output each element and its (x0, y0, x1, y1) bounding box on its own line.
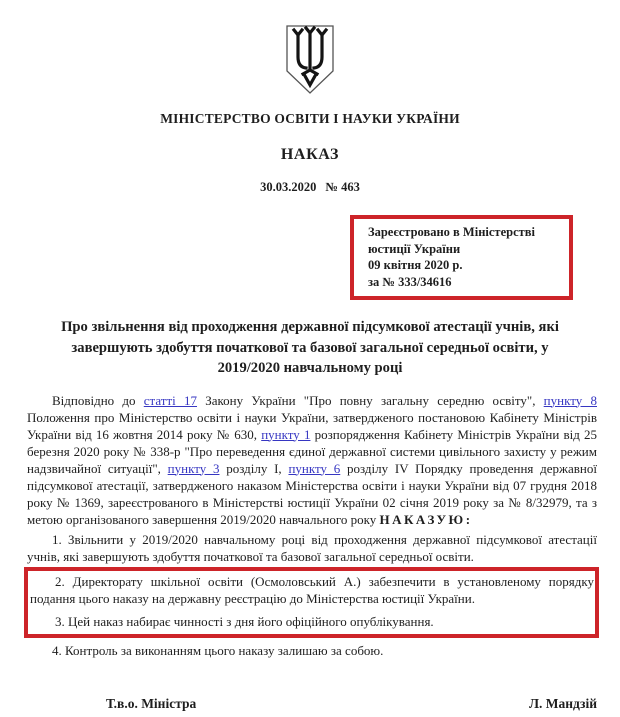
highlight-annotation-box (24, 567, 599, 638)
link-punktu-1[interactable]: пункту 1 (261, 426, 311, 442)
registration-line: Зареєстровано в Міністерстві (368, 225, 535, 239)
order-date: 30.03.2020 (260, 180, 317, 194)
order-number: № 463 (325, 180, 360, 194)
intro-text: Положення про Міністерство освіти і науки України, затвердженого постановою Кабінету Міністрів України від 16 жовтня 2014 року № 630, (27, 409, 597, 442)
order-body (27, 392, 597, 659)
order-item-4: 4. Контроль за виконанням цього наказу залишаю за собою. (52, 642, 384, 658)
ministry-name: МІНІСТЕРСТВО ОСВІТИ І НАУКИ УКРАЇНИ (160, 111, 460, 126)
order-item-1: 1. Звільнити у 2019/2020 навчальному році від проходження державної підсумкової атестації учнів, які завершують здобуття початкової та базової загальної середньої освіти. (27, 531, 597, 564)
link-punktu-8[interactable]: пункту 8 (543, 392, 597, 408)
intro-paragraph (27, 392, 597, 528)
ukraine-trident-emblem (283, 24, 337, 96)
link-punktu-3[interactable]: пункту 3 (167, 460, 220, 476)
intro-text: розділу І, (219, 460, 289, 476)
order-title: Про звільнення від проходження державної підсумкової атестації учнів, які завершують здобуття початкової та базової загальної середньої освіти, у 2019/2020 навчальному році (61, 319, 559, 376)
emblem-container (0, 0, 620, 96)
intro-text: Відповідно до (52, 392, 144, 408)
registration-line: юстиції України (368, 241, 461, 256)
registration-stamp-box (350, 215, 573, 300)
intro-text: розділу IV Порядку проведення державної підсумкової атестації, затвердженого наказом Міністерства освіти і науки України від 07 грудня 2018 року № 1369, зареєстрованого в Міністерстві юстиції України 02 січня 2019 року за № 8/32979, та з метою організованого завершення 2019/2020 навчального року (27, 460, 597, 527)
link-stattia-17[interactable]: статті 17 (143, 392, 198, 408)
signature-row (106, 696, 597, 712)
signer-position: Т.в.о. Міністра (106, 696, 197, 711)
order-item-2: 2. Директорату шкільної освіти (Осмоловський А.) забезпечити в установленому порядку подання цього наказу на державну реєстрацію до Міністерства юстиції України. (30, 573, 594, 606)
signer-name: Л. Мандзій (528, 696, 597, 711)
registration-line: за № 333/34616 (368, 274, 452, 289)
intro-text: розпорядження Кабінету Міністрів України від 25 березня 2020 року № 338-р "Про переведення єдиної державної системи цивільного захисту у режим надзвичайної ситуації", (27, 426, 598, 476)
intro-text: Закону України "Про повну загальну середню освіту", (197, 392, 544, 408)
link-punktu-6[interactable]: пункту 6 (288, 460, 341, 476)
document-type-heading: НАКАЗ (280, 146, 340, 163)
date-number-line (0, 180, 620, 195)
order-item-3: 3. Цей наказ набирає чинності з дня його офіційного опублікування. (55, 613, 434, 629)
registration-line: 09 квітня 2020 р. (368, 258, 463, 272)
order-word: НАКАЗУЮ: (379, 511, 473, 527)
